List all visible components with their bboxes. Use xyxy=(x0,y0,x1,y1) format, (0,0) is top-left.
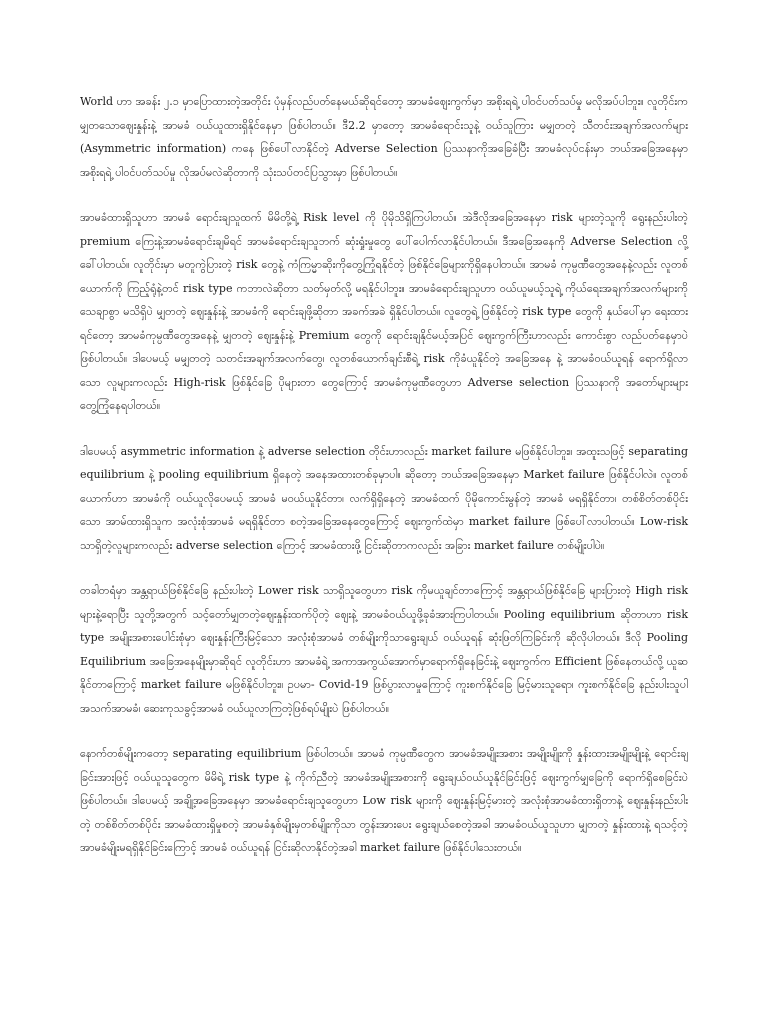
paragraph-5: နောက်တစ်မျိုးကတော့ separating equilibrium ဖြစ်ပါတယ်။ အာမခံ ကုမ္ပဏီတွေက အာမခံအမျိုးအစား အမျိုးမျိုးကို နှုန်းထားအမျိုးမျိုးနဲ့ ရောင်းချ ခြင်းအားဖြင့် ဝယ်ယူသူတွေက မိမိရဲ့ risk type နဲ့ ကိုက်ညီတဲ့ အာမခံအမျိုးအစားကို ရွေးချယ်ဝယ်ယူနိုင်ခြင်းဖြင့် ဈေးကွက်မျှခြေကို ရောက်ရှိစေခြင်းပဲ ဖြစ်ပါတယ်။ ဒါပေမယ့် အချို့အခြေအနေမှာ အာမခံရောင်းချသူတွေဟာ Low risk များကို ဈေးနှုန်းမြင့်မားတဲ့ အလုံးစုံအာမခံထားရှိတာနဲ့ ဈေးနှုန်းနည်းပါးတဲ့ တစ်စိတ်တစ်ပိုင်း အာမခံထားရှိမှုစတဲ့ အာမခံနှစ်မျိုးမှတစ်မျိုးကိုသာ တွန်းအားပေး ရွေးချယ်စေတဲ့အခါ အာမခံဝယ်ယူသူဟာ မျှတတဲ့ နှုန်းထားနဲ့ ရသင့်တဲ့အာမခံမျိုးမရရှိနိုင်ခြင်းကြောင့် အာမခံ ဝယ်ယူရန် ငြင်းဆိုလာနိုင်တဲ့အခါ market failure ဖြစ်နိုင်ပါသေးတယ်။ xyxy=(80,747,688,854)
paragraph-4: တခါတရံမှာ အန္တရာယ်ဖြစ်နိုင်ခြေ နည်းပါးတဲ့ Lower risk သာရှိသူတွေဟာ risk ကိုမယူချင်တာကြောင့် အန္တရာယ်ဖြစ်နိုင်ခြေ များပြားတဲ့ High risk များနဲ့ရောပြီး သူတို့အတွက် သင့်တော်မျှတတဲ့ဈေးနှုန်းထက်ပိုတဲ့ ဈေးနဲ့ အာမခံဝယ်ယူဖို့ခုခံအားကြပါတယ်။ Pooling equilibrium ဆိုတာဟာ risk type အမျိုးအစားပေါင်းစုံမှာ ဈေးနှုန်းကြီးမြင့်သော အလုံးစုံအာမခံ တစ်မျိုးကိုသာရွေးချယ် ဝယ်ယူရန် ဆုံးဖြတ်ကြခြင်းကို ဆိုလိုပါတယ်။ ဒီလို Pooling Equilibrium အခြေအနေမျိုးမှာဆိုရင် လူတိုင်းဟာ အာမခံရဲ့ အကာအကွယ်အောက်မှာရောက်ရှိနေခြင်းနဲ့ ဈေးကွက်က Efficient ဖြစ်နေတယ်လို့ ယူဆနိုင်တာကြောင့် market failure မဖြစ်နိုင်ပါဘူး။ ဥပမာ- Covid-19 ဖြစ်ပွားလာမှုကြောင့် ကူးစက်နိုင်ခြေ မြင့်မားသူရော၊ ကူးစက်နိုင်ခြေ နည်းပါးသူပါ အသက်အာမခံ၊ ဆေးကုသခွင့်အာမခံ ဝယ်ယူလာကြတဲ့ဖြစ်ရပ်မျိုးပဲ ဖြစ်ပါတယ်။ xyxy=(80,584,688,715)
paragraph-1: World ဟာ အခန်း ၂.၁ မှာပြောထားတဲ့အတိုင်း ပုံမှန်လည်ပတ်နေမယ်ဆိုရင်တော့ အာမခံဈေးကွက်မှာ အစိုးရရဲ့ ပါဝင်ပတ်သပ်မှု မလိုအပ်ပါဘူး။ လူတိုင်းက မျှတသောဈေးနှုန်းနဲ့ အာမခံ ဝယ်ယူထားရှိနိုင်နေမှာ ဖြစ်ပါတယ်။ ဒီ2.2 မှာတော့ အာမခံရောင်းသူနဲ့ ဝယ်သူကြား မမျှတတဲ့ သီတင်းအချက်အလက်များ (Asymmetric information) ကနေ ဖြစ်ပေါ်လာနိုင်တဲ့ Adverse Selection ပြဿနာကိုအခြေခံပြီး အာမခံလုပ်ငန်းမှာ ဘယ်အခြေအနေမှာ အစိုးရရဲ့ ပါဝင်ပတ်သပ်မှု လိုအပ်မလဲဆိုတာကို သုံးသပ်တင်ပြသွားမှာ ဖြစ်ပါတယ်။ xyxy=(80,95,688,179)
paragraph-3: ဒါပေမယ့် asymmetric information နဲ့ adverse selection တိုင်းဟာလည်း market failure မဖြစ်နိုင်ပါဘူး။ အထူးသဖြင့် separating equilibrium နဲ့ pooling equilibrium ရှိနေတဲ့ အနေအထားတစ်ခုမှာပါ။ ဆိုတော့ ဘယ်အခြေအနေမှာ Market failure ဖြစ်နိုင်ပါလဲ။ လူတစ်ယောက်ဟာ အာမခံကို ဝယ်ယူလိုပေမယ့် အာမခံ မဝယ်ယူနိုင်တာ၊ လက်ရှိရှိနေတဲ့ အာမခံထက် ပိုမိုကောင်းမွန်တဲ့ အာမခံ မရရှိနိုင်တာ၊ တစ်စိတ်တစ်ပိုင်းသော အာမ်ထားရှိသူက အလုံးစုံအာမခံ မရရှိနိုင်တာ စတဲ့အခြေအနေတွေကြောင့် ဈေးကွက်ထဲမှာ market failure ဖြစ်ပေါ်လာပါတယ်။ Low-risk သာရှိတဲ့လူများကလည်း adverse selection ကြောင့် အာမခံထားဖို့ ငြင်းဆိုတာကလည်း အခြား market failure တစ်မျိုးပါပဲ။ xyxy=(80,444,688,552)
document-page xyxy=(80,90,688,882)
paragraph-2: အာမခံထားရှိသူဟာ အာမခံ ရောင်းချသူထက် မိမိတို့ရဲ့ Risk level ကို ပိုမိုသိရှိကြပါတယ်။ အဲဒီလိုအခြေအနေမှာ risk များတဲ့သူကို ရွေးနည်းပါးတဲ့ premium ကြေးနဲ့အာမခံရောင်းချမိရင် အာမခံရောင်းချသူဘက် ဆုံးရှုံးမှုတွေ ပေါ်ပေါက်လာနိုင်ပါတယ်။ ဒီအခြေအနေကို Adverse Selection လို့ခေါ်ပါတယ်။ လူတိုင်းမှာ မတူကွဲပြားတဲ့ risk တွေနဲ့ ကံကြမ္မာဆိုးကိုတွေ့ကြုံရနိုင်တဲ့ ဖြစ်နိုင်ခြေများကိုရှိနေပါတယ်။ အာမခံ ကုမ္ပဏီတွေအနေနဲ့လည်း လူတစ်ယောက်ကို ကြည့်ရုံနဲ့တင် risk type ကဘာလဲဆိုတာ သတ်မှတ်လို့ မရနိုင်ပါဘူး။ အာမခံရောင်းချသူဟာ ဝယ်ယူမယ့်သူရဲ့ ကိုယ်ရေးအချက်အလက်များကိုသေချာစွာ မသိရှိပဲ မျှတတဲ့ ဈေးနှုန်းနဲ့ အာမခံကို ရောင်းချဖို့ဆိုတာ အခက်အခဲ ရှိနိုင်ပါတယ်။ လူတွေရဲ့ ဖြစ်နိုင်တဲ့ risk type တွေကို နှယ်ပေါ်မှာ ရေးထားရင်တော့ အာမခံကုမ္ပဏီတွေအနေနဲ့ မျှတတဲ့ ဈေးနှုန်းနဲ့ Premium တွေကို ရောင်းချနိုင်မယ့်အပြင် ဈေးကွက်ကြီးဟာလည်း ကောင်းစွာ လည်ပတ်နေမှာပဲ ဖြစ်ပါတယ်။ ဒါပေမယ့် မမျှတတဲ့ သတင်းအချက်အလက်တွေ၊ လူတစ်ယောက်ချင်းစီရဲ့ risk ကိုခံယူနိုင်တဲ့ အခြေအနေ နဲ့ အာမခံဝယ်ယူရန် ရောက်ရှိလာသော လူများကလည်း High-risk ဖြစ်နိုင်ခြေ ပိုများတာ တွေကြောင့် အာမခံကုမ္ပဏီတွေဟာ Adverse selection ပြဿနာကို အတော်များများ တွေ့ကြုံနေရပါတယ်။ xyxy=(80,211,688,412)
